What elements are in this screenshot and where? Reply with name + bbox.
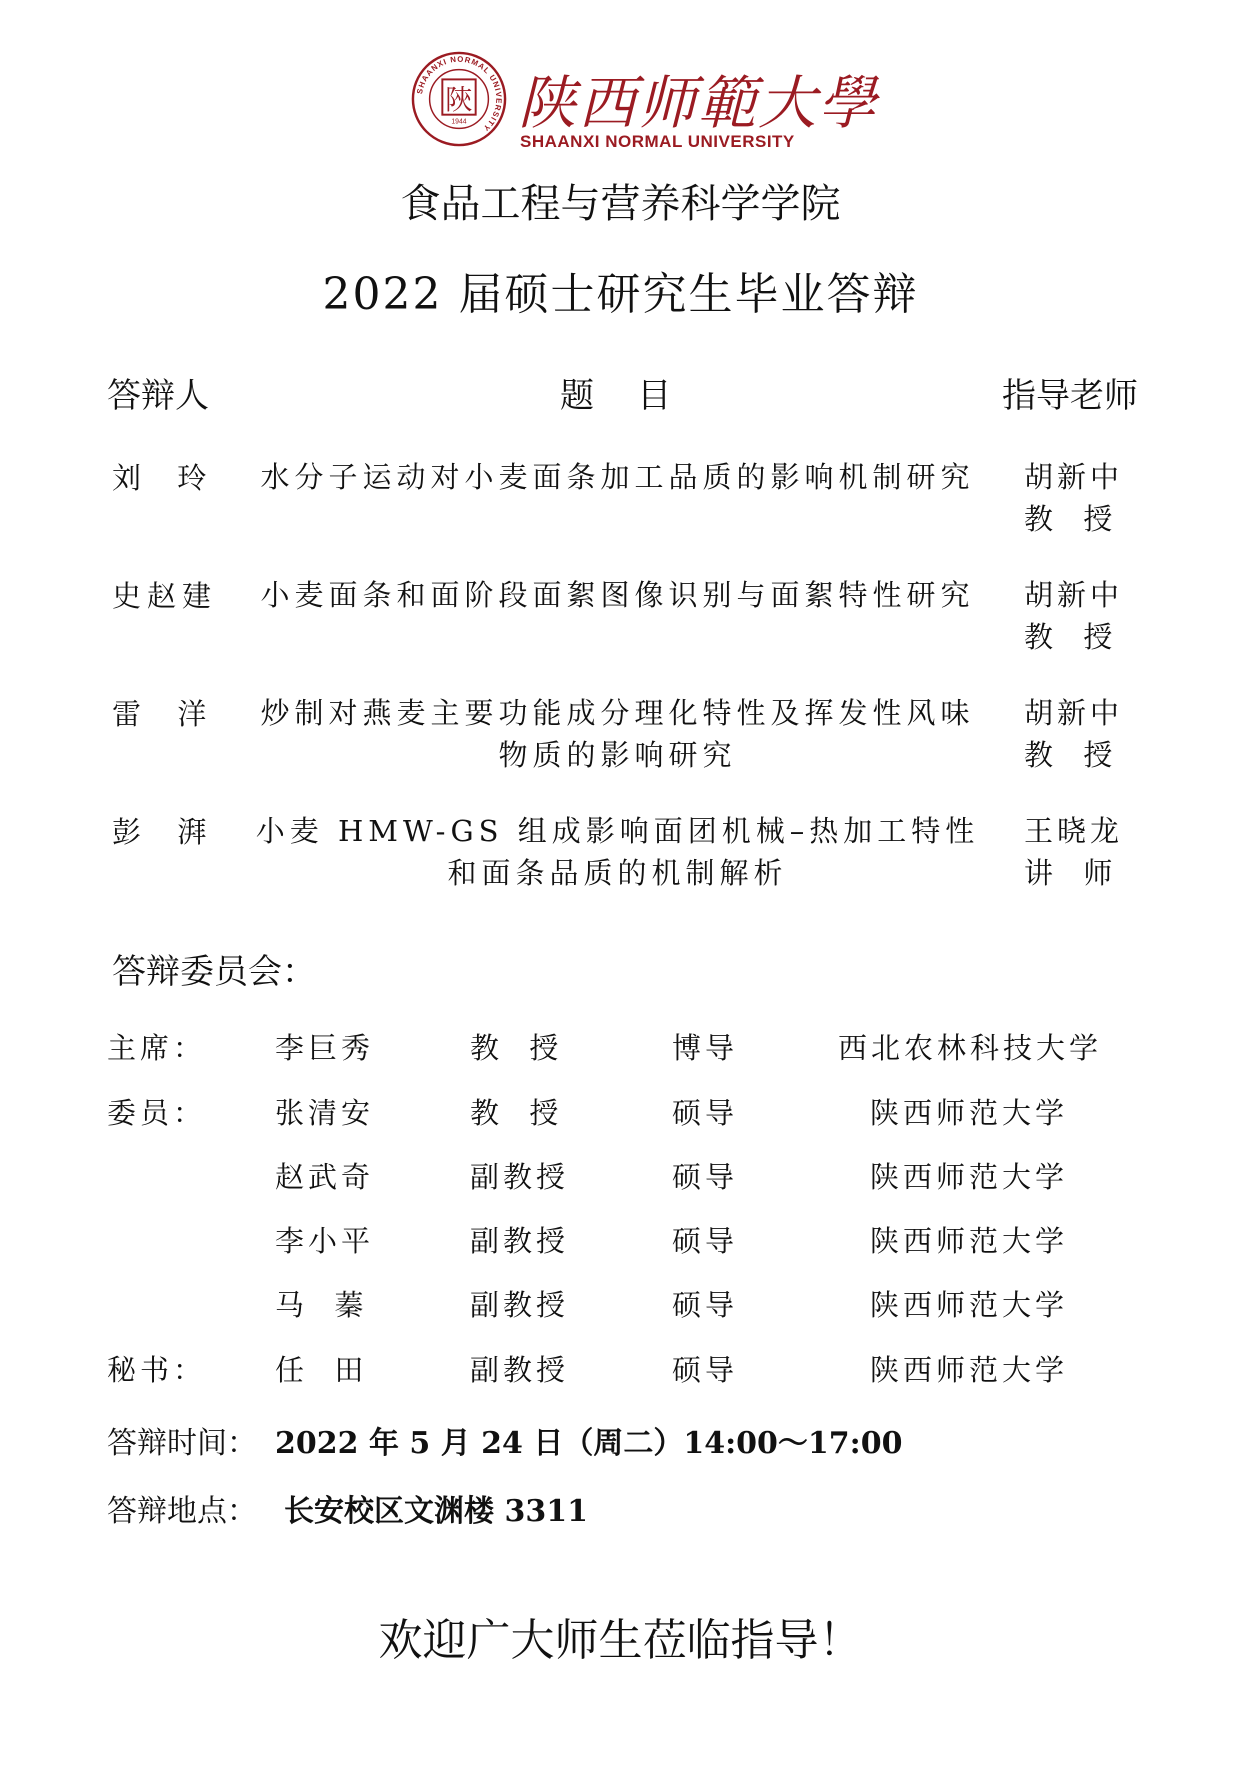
col-header-presenter: 答辩人 <box>107 376 209 416</box>
advisor-name: 胡新中 <box>1024 696 1124 730</box>
committee-name: 马 蓁 <box>275 1288 368 1322</box>
committee-name: 赵武奇 <box>275 1160 375 1194</box>
committee-org: 陕西师范大学 <box>870 1160 1069 1194</box>
committee-title: 副教授 <box>470 1160 570 1194</box>
welcome-message: 欢迎广大师生莅临指导！ <box>378 1615 863 1666</box>
presenter-name: 雷 洋 <box>112 697 213 731</box>
committee-title: 教 授 <box>470 1096 563 1130</box>
committee-org: 陕西师范大学 <box>870 1096 1069 1130</box>
committee-org: 西北农林科技大学 <box>838 1031 1103 1065</box>
col-header-topic: 题 目 <box>560 376 672 416</box>
committee-title: 副教授 <box>470 1353 570 1387</box>
thesis-topic: 水分子运动对小麦面条加工品质的影响机制研究 <box>260 460 975 494</box>
page-title: 2022 届硕士研究生毕业答辩 <box>322 269 919 320</box>
committee-supervisor: 硕导 <box>672 1096 739 1130</box>
committee-org: 陕西师范大学 <box>870 1288 1069 1322</box>
advisor-rank: 教 授 <box>1024 502 1117 536</box>
advisor-name: 胡新中 <box>1024 460 1124 494</box>
thesis-topic: 小麦面条和面阶段面絮图像识别与面絮特性研究 <box>260 578 975 612</box>
committee-supervisor: 硕导 <box>672 1288 739 1322</box>
advisor-rank: 教 授 <box>1024 738 1117 772</box>
committee-supervisor: 硕导 <box>672 1160 739 1194</box>
thesis-topic: 小麦 HMW-GS 组成影响面团机械–热加工特性和面条品质的机制解析 <box>255 814 980 890</box>
defense-place-label: 答辩地点： <box>107 1494 257 1529</box>
committee-role: 委员： <box>107 1096 207 1130</box>
committee-title: 副教授 <box>470 1224 570 1258</box>
advisor-rank: 教 授 <box>1024 620 1117 654</box>
committee-name: 李小平 <box>275 1224 375 1258</box>
seal-char: 陝 <box>445 84 473 116</box>
committee-supervisor: 硕导 <box>672 1353 739 1387</box>
committee-title: 副教授 <box>470 1288 570 1322</box>
committee-name: 任 田 <box>275 1353 368 1387</box>
advisor-name: 胡新中 <box>1024 578 1124 612</box>
col-header-advisor: 指导老师 <box>1002 376 1138 416</box>
university-name-en: SHAANXI NORMAL UNIVERSITY <box>520 132 795 151</box>
seal-ring-text: SHAANXI NORMAL UNIVERSITY <box>415 54 504 134</box>
committee-role: 主席： <box>107 1031 207 1065</box>
committee-supervisor: 硕导 <box>672 1224 739 1258</box>
committee-org: 陕西师范大学 <box>870 1224 1069 1258</box>
presenter-name: 彭 湃 <box>112 815 213 849</box>
defense-time-label: 答辩时间： <box>107 1426 257 1461</box>
committee-name: 张清安 <box>275 1096 375 1130</box>
university-name-cn: 陕西师範大學 <box>518 69 879 137</box>
defense-place-value: 长安校区文渊楼 3311 <box>284 1494 588 1529</box>
university-logo <box>410 50 879 160</box>
defense-time-value: 2022 年 5 月 24 日（周二）14:00～17:00 <box>275 1426 903 1461</box>
committee-org: 陕西师范大学 <box>870 1353 1069 1387</box>
college-name: 食品工程与营养科学学院 <box>400 181 841 227</box>
presenter-name: 史赵建 <box>112 579 218 613</box>
thesis-topic: 炒制对燕麦主要功能成分理化特性及挥发性风味物质的影响研究 <box>260 696 975 772</box>
university-seal-icon <box>410 50 508 148</box>
committee-name: 李巨秀 <box>275 1031 375 1065</box>
seal-year: 1944 <box>451 118 467 126</box>
advisor-name: 王晓龙 <box>1024 814 1124 848</box>
committee-role: 秘书： <box>107 1353 207 1387</box>
committee-heading: 答辩委员会： <box>112 952 316 992</box>
presenter-name: 刘 玲 <box>112 461 213 495</box>
advisor-rank: 讲 师 <box>1024 856 1117 890</box>
committee-title: 教 授 <box>470 1031 563 1065</box>
committee-supervisor: 博导 <box>672 1031 739 1065</box>
